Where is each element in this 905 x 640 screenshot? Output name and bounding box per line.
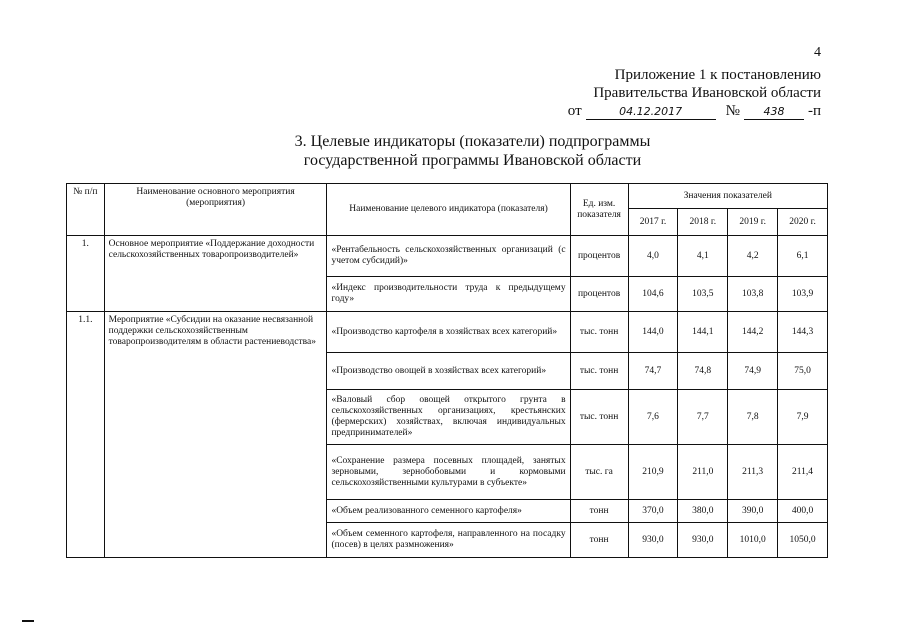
header-indicator: Наименование целевого индикатора (показателя) xyxy=(327,184,570,236)
indicator-name: «Объем семенного картофеля, направленного на посадку (посев) в целях размножения» xyxy=(327,523,570,558)
unit-cell: процентов xyxy=(570,236,628,277)
value-cell: 144,2 xyxy=(728,312,778,353)
value-cell: 390,0 xyxy=(728,500,778,523)
appendix-header xyxy=(568,66,821,120)
table-header-row xyxy=(67,184,828,209)
row-number: 1.1. xyxy=(67,312,105,558)
table-row xyxy=(67,312,828,353)
header-values-group: Значения показателей xyxy=(628,184,827,209)
unit-cell: тыс. тонн xyxy=(570,390,628,445)
indicator-name: «Объем реализованного семенного картофеля» xyxy=(327,500,570,523)
value-cell: 6,1 xyxy=(778,236,828,277)
value-cell: 74,7 xyxy=(628,353,678,390)
section-title xyxy=(0,132,905,170)
number-suffix: -п xyxy=(807,103,821,119)
value-cell: 380,0 xyxy=(678,500,728,523)
value-cell: 103,5 xyxy=(678,277,728,312)
value-cell: 144,3 xyxy=(778,312,828,353)
value-cell: 370,0 xyxy=(628,500,678,523)
value-cell: 930,0 xyxy=(628,523,678,558)
value-cell: 144,0 xyxy=(628,312,678,353)
row-number: 1. xyxy=(67,236,105,312)
value-cell: 103,9 xyxy=(778,277,828,312)
header-year: 2020 г. xyxy=(778,209,828,236)
value-cell: 930,0 xyxy=(678,523,728,558)
header-year: 2018 г. xyxy=(678,209,728,236)
table-row xyxy=(67,236,828,277)
value-cell: 75,0 xyxy=(778,353,828,390)
header-activity: Наименование основного мероприятия (мероприятия) xyxy=(104,184,327,236)
value-cell: 103,8 xyxy=(728,277,778,312)
unit-cell: тонн xyxy=(570,500,628,523)
value-cell: 1010,0 xyxy=(728,523,778,558)
section-title-line-1: 3. Целевые индикаторы (показатели) подпрограммы xyxy=(294,133,651,150)
value-cell: 1050,0 xyxy=(778,523,828,558)
indicator-name: «Рентабельность сельскохозяйственных организаций (с учетом субсидий)» xyxy=(327,236,570,277)
appendix-line-1: Приложение 1 к постановлению xyxy=(614,67,821,83)
margin-mark xyxy=(22,620,34,622)
from-label: от xyxy=(567,103,582,119)
appendix-line-2: Правительства Ивановской области xyxy=(593,85,821,101)
activity-name: Основное мероприятие «Поддержание доходности сельскохозяйственных товаропроизводителей» xyxy=(104,236,327,312)
header-year: 2017 г. xyxy=(628,209,678,236)
handwritten-date: 04.12.2017 xyxy=(586,105,716,120)
appendix-date-number-row xyxy=(568,102,821,120)
activity-name: Мероприятие «Субсидии на оказание несвязанной поддержки сельскохозяйственным товаропроизводителям в области растениеводства» xyxy=(104,312,327,558)
value-cell: 7,7 xyxy=(678,390,728,445)
indicator-name: «Производство овощей в хозяйствах всех категорий» xyxy=(327,353,570,390)
value-cell: 211,3 xyxy=(728,445,778,500)
unit-cell: тыс. га xyxy=(570,445,628,500)
indicator-name: «Сохранение размера посевных площадей, занятых зерновыми, зернобобовыми и кормовыми сельскохозяйственными культурами в субъекте» xyxy=(327,445,570,500)
page-number: 4 xyxy=(814,45,821,60)
value-cell: 144,1 xyxy=(678,312,728,353)
header-unit: Ед. изм. показателя xyxy=(570,184,628,236)
indicator-name: «Валовый сбор овощей открытого грунта в сельскохозяйственных организациях, крестьянских (фермерских) хозяйствах, включая индивидуальных предпринимателей» xyxy=(327,390,570,445)
value-cell: 7,9 xyxy=(778,390,828,445)
section-title-line-2: государственной программы Ивановской области xyxy=(303,152,642,169)
value-cell: 4,2 xyxy=(728,236,778,277)
value-cell: 104,6 xyxy=(628,277,678,312)
header-num: № п/п xyxy=(67,184,105,236)
value-cell: 4,1 xyxy=(678,236,728,277)
value-cell: 74,9 xyxy=(728,353,778,390)
value-cell: 211,4 xyxy=(778,445,828,500)
indicators-table xyxy=(66,183,828,558)
value-cell: 7,8 xyxy=(728,390,778,445)
unit-cell: процентов xyxy=(570,277,628,312)
value-cell: 210,9 xyxy=(628,445,678,500)
value-cell: 4,0 xyxy=(628,236,678,277)
unit-cell: тыс. тонн xyxy=(570,353,628,390)
value-cell: 400,0 xyxy=(778,500,828,523)
indicator-name: «Индекс производительности труда к предыдущему году» xyxy=(327,277,570,312)
header-year: 2019 г. xyxy=(728,209,778,236)
value-cell: 74,8 xyxy=(678,353,728,390)
unit-cell: тонн xyxy=(570,523,628,558)
number-label: № xyxy=(725,103,740,119)
indicator-name: «Производство картофеля в хозяйствах всех категорий» xyxy=(327,312,570,353)
handwritten-number: 438 xyxy=(744,105,804,120)
unit-cell: тыс. тонн xyxy=(570,312,628,353)
value-cell: 211,0 xyxy=(678,445,728,500)
value-cell: 7,6 xyxy=(628,390,678,445)
